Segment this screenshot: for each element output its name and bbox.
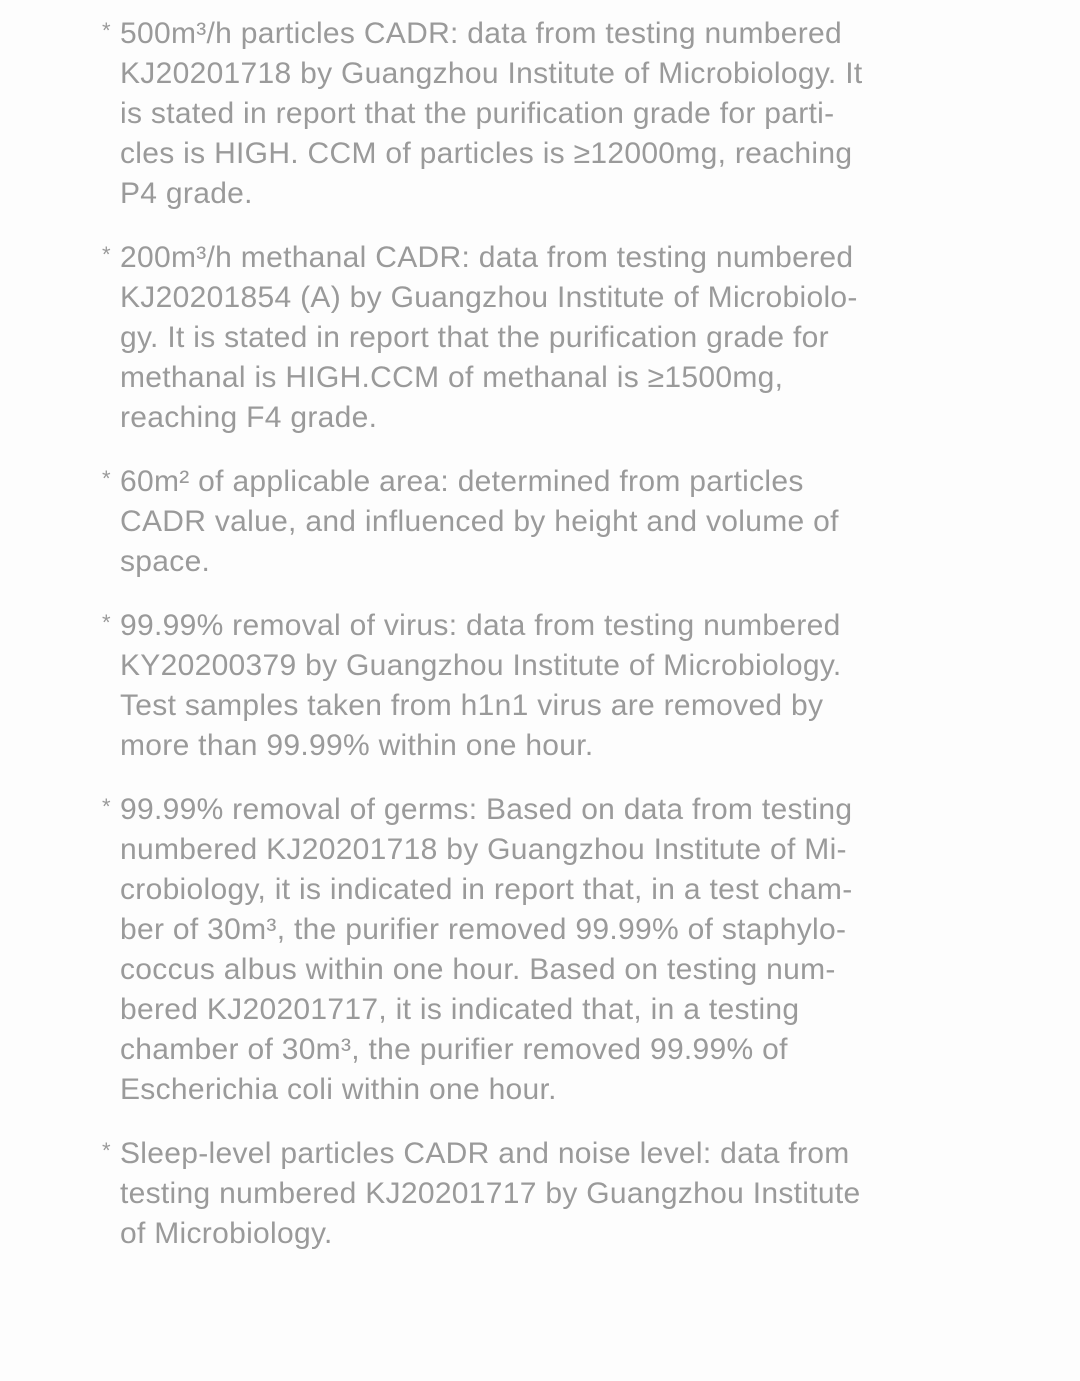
footnote-line: 99.99% removal of virus: data from testing numbered <box>120 609 841 642</box>
footnote-virus-removal <box>0 606 960 766</box>
footnote-marker: * <box>102 466 111 491</box>
footnote-line: is stated in report that the purification grade for parti- <box>120 97 835 130</box>
footnote-line: space. <box>120 545 211 578</box>
footnote-line: crobiology, it is indicated in report that, in a test cham- <box>120 873 853 906</box>
footnote-line: P4 grade. <box>120 177 253 210</box>
footnote-line: 60m² of applicable area: determined from particles <box>120 465 804 498</box>
footnote-line: bered KJ20201717, it is indicated that, in a testing <box>120 993 800 1026</box>
footnote-line: testing numbered KJ20201717 by Guangzhou Institute <box>120 1177 861 1210</box>
footnote-line: numbered KJ20201718 by Guangzhou Institute of Mi- <box>120 833 847 866</box>
footnote-line: methanal is HIGH.CCM of methanal is ≥1500mg, <box>120 361 784 394</box>
footnote-line: Test samples taken from h1n1 virus are removed by <box>120 689 824 722</box>
footnote-germs-removal <box>0 790 960 1110</box>
footnote-marker: * <box>102 242 111 267</box>
footnote-marker: * <box>102 18 111 43</box>
footnote-line: CADR value, and influenced by height and volume of <box>120 505 839 538</box>
footnote-marker: * <box>102 794 111 819</box>
footnote-line: chamber of 30m³, the purifier removed 99.99% of <box>120 1033 788 1066</box>
footnote-line: Sleep-level particles CADR and noise level: data from <box>120 1137 850 1170</box>
footnote-line: KY20200379 by Guangzhou Institute of Microbiology. <box>120 649 842 682</box>
footnote-line: gy. It is stated in report that the purification grade for <box>120 321 829 354</box>
footnote-marker: * <box>102 1138 111 1163</box>
footnote-applicable-area <box>0 462 960 582</box>
footnote-line: 500m³/h particles CADR: data from testing numbered <box>120 17 842 50</box>
footnote-line: reaching F4 grade. <box>120 401 378 434</box>
footnote-line: ber of 30m³, the purifier removed 99.99% of staphylo- <box>120 913 847 946</box>
footnote-marker: * <box>102 610 111 635</box>
footnote-line: cles is HIGH. CCM of particles is ≥12000mg, reaching <box>120 137 853 170</box>
footnote-line: KJ20201854 (A) by Guangzhou Institute of Microbiolo- <box>120 281 858 314</box>
footnote-line: of Microbiology. <box>120 1217 333 1250</box>
footnote-methanal-cadr <box>0 238 960 438</box>
footnote-line: 200m³/h methanal CADR: data from testing numbered <box>120 241 854 274</box>
footnote-line: coccus albus within one hour. Based on testing num- <box>120 953 836 986</box>
footnote-line: Escherichia coli within one hour. <box>120 1073 557 1106</box>
footnote-particles-cadr <box>0 14 960 214</box>
footnotes-list <box>0 14 1080 1278</box>
footnote-sleep-level <box>0 1134 960 1254</box>
footnote-line: KJ20201718 by Guangzhou Institute of Microbiology. It <box>120 57 863 90</box>
footnote-line: 99.99% removal of germs: Based on data from testing <box>120 793 853 826</box>
footnote-line: more than 99.99% within one hour. <box>120 729 594 762</box>
